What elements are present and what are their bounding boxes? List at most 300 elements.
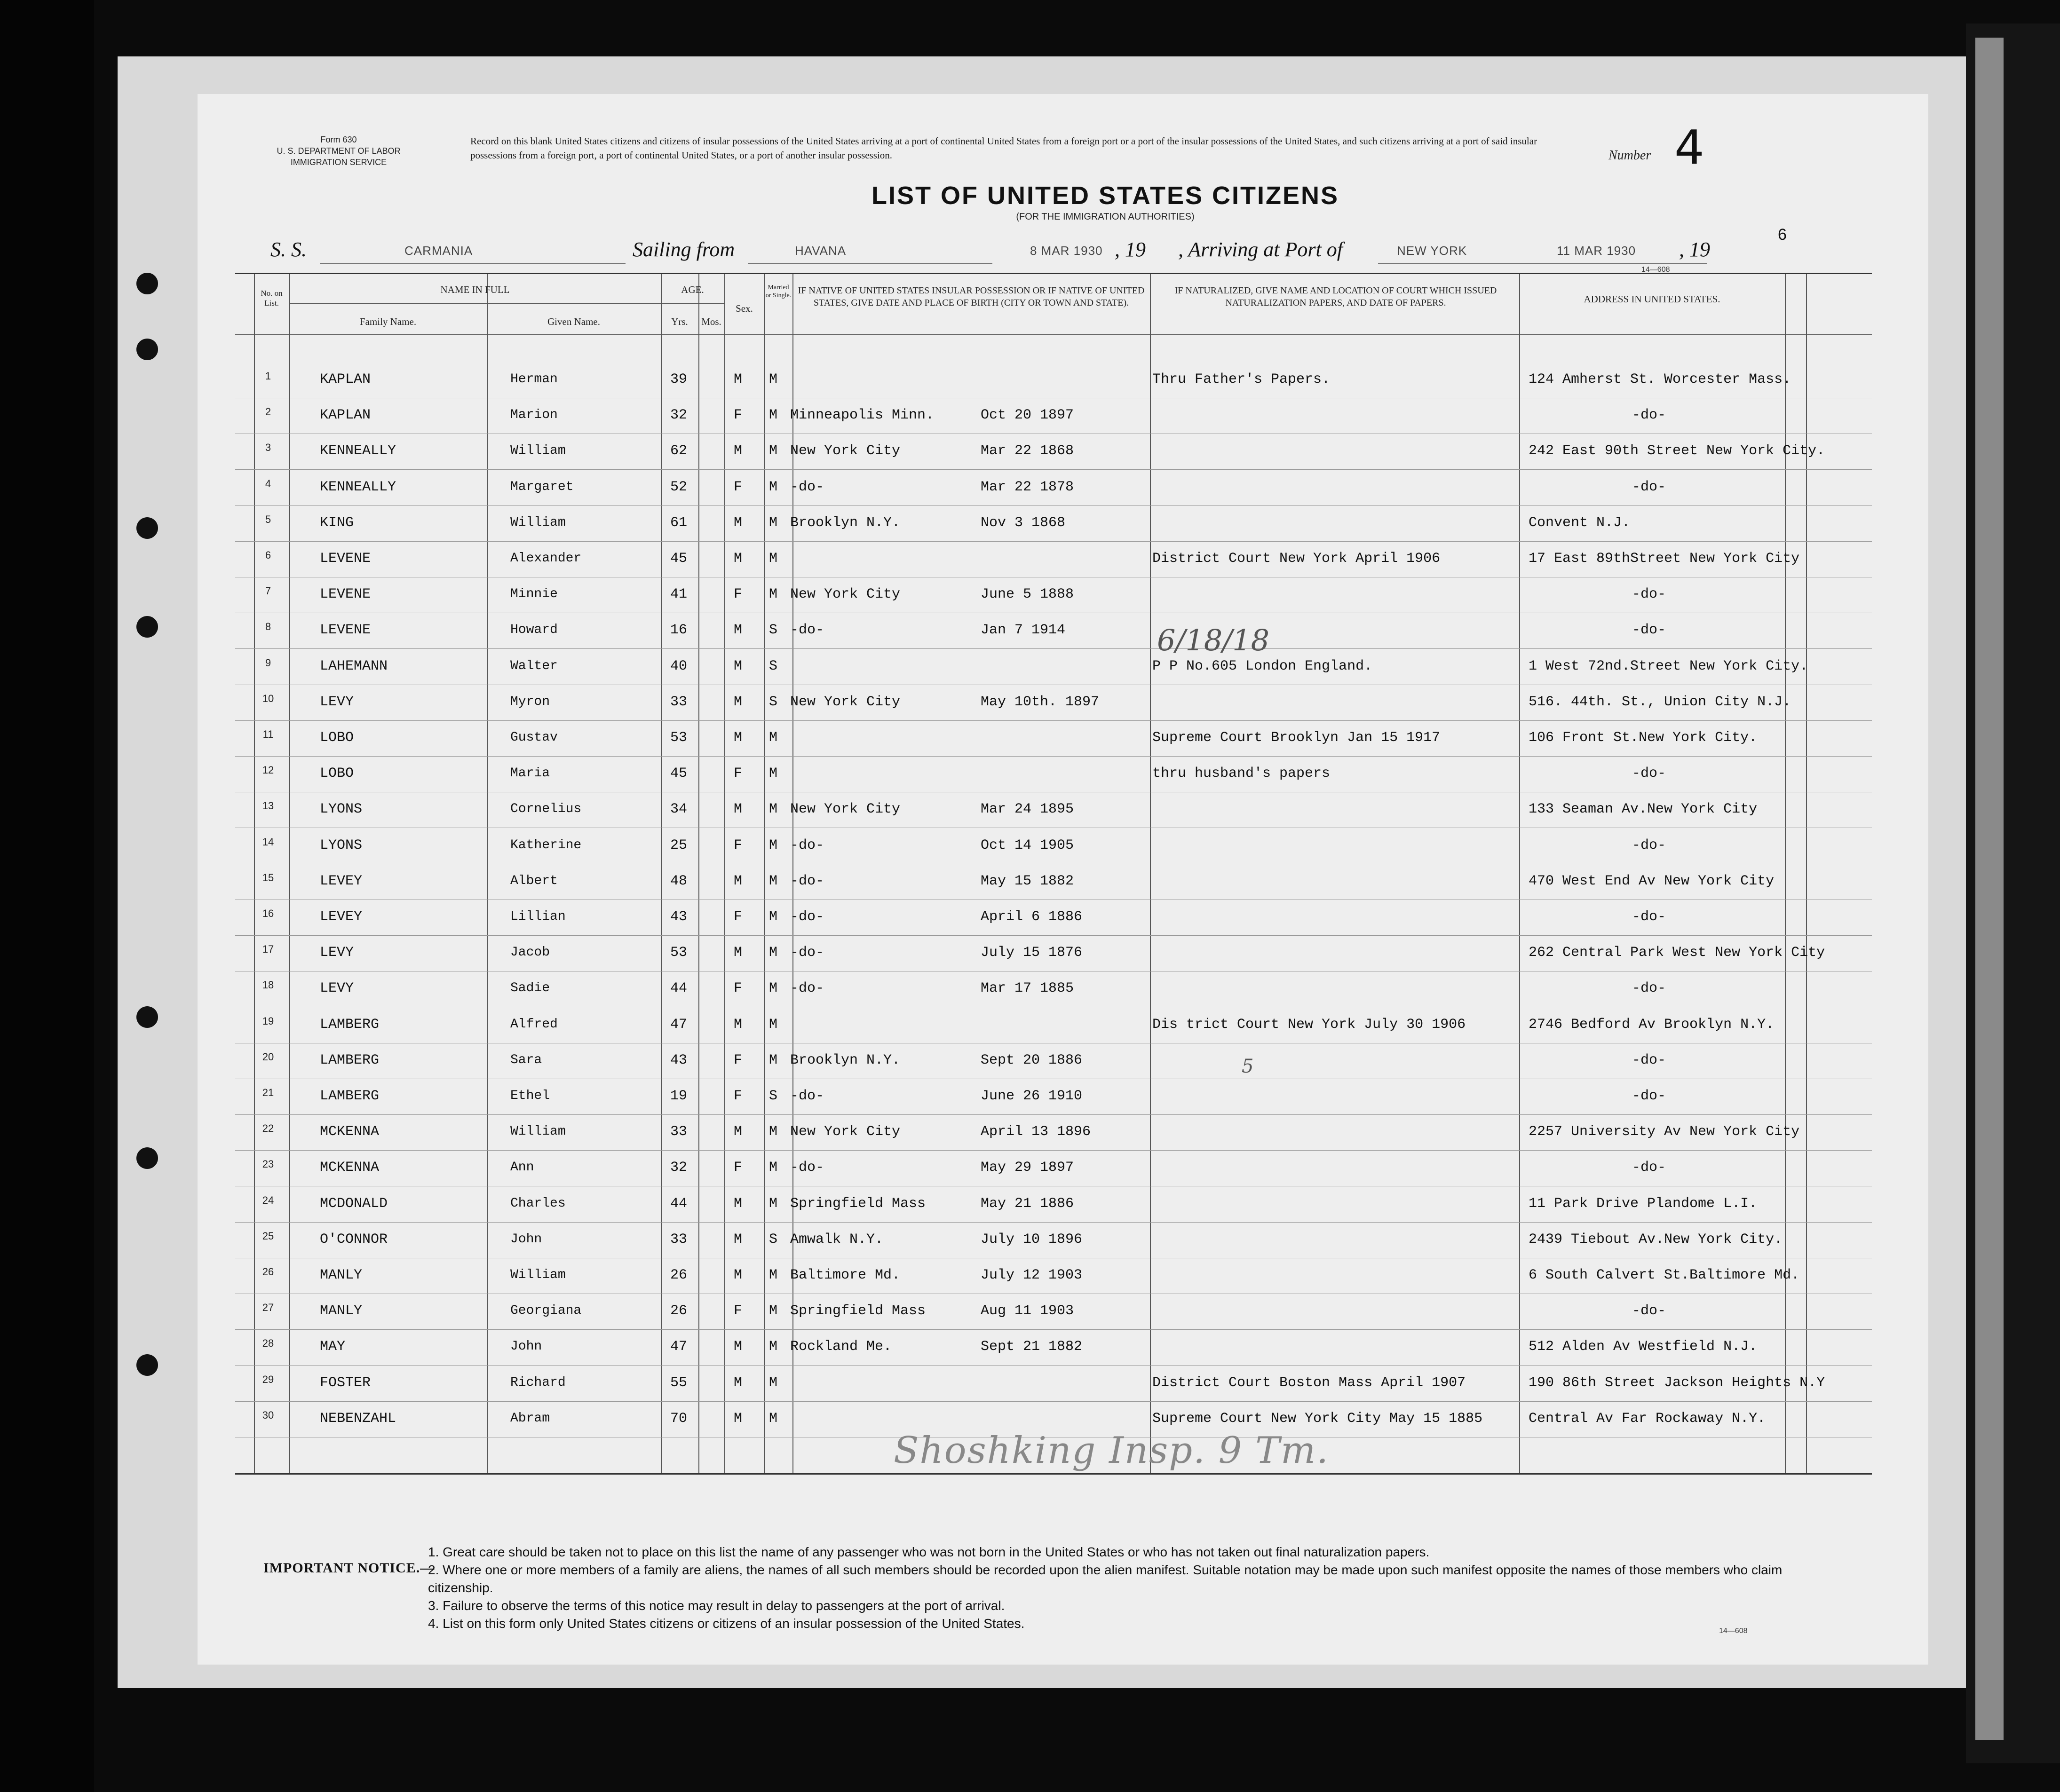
cell-ms: M (769, 1267, 778, 1283)
cell-age: 48 (670, 873, 688, 889)
cell-family: KING (320, 514, 354, 531)
row-rule (235, 1150, 1872, 1151)
cell-nat: Supreme Court Brooklyn Jan 15 1917 (1152, 730, 1441, 746)
cell-age: 55 (670, 1374, 688, 1391)
arrival-date: 11 MAR 1930 (1557, 244, 1636, 258)
cell-date: May 10th. 1897 (981, 694, 1100, 710)
cell-family: MANLY (320, 1267, 363, 1283)
arrival-underline (1378, 263, 1707, 264)
cell-place: -do- (790, 980, 824, 997)
cell-family: LEVEY (320, 909, 363, 925)
cell-age: 53 (670, 730, 688, 746)
cell-date: Aug 11 1903 (981, 1303, 1074, 1319)
instructions-text: Record on this blank United States citizens and citizens of insular possessions of the United States arriving at a port of continental United States from a foreign port or a port of the insular possessions of the United States, and such citizens arriving at a port of said insular possessions from a foreign port, a port of continental United States, or a port of another insular possession. (470, 135, 1537, 161)
cell-ms: M (769, 980, 778, 997)
punch-hole (136, 517, 158, 539)
cell-address: 11 Park Drive Plandome L.I. (1529, 1195, 1758, 1212)
cell-age: 40 (670, 658, 688, 674)
form-line: IMMIGRATION SERVICE (290, 158, 387, 167)
cell-age: 70 (670, 1410, 688, 1427)
cell-address: -do- (1632, 980, 1666, 997)
cell-age: 43 (670, 909, 688, 925)
cell-sex: F (734, 1160, 743, 1176)
cell-given: Myron (510, 694, 550, 709)
cell-place: New York City (790, 1124, 901, 1140)
cell-age: 33 (670, 1124, 688, 1140)
cell-ms: M (769, 1195, 778, 1212)
cell-sex: M (734, 945, 743, 961)
cell-given: Gustav (510, 730, 558, 745)
cell-age: 32 (670, 1160, 688, 1176)
form-line: Form 630 (320, 135, 357, 144)
cell-age: 61 (670, 514, 688, 531)
col-naturalized: IF NATURALIZED, GIVE NAME AND LOCATION OF COURT WHICH ISSUED NATURALIZATION PAPERS, AND DATE OF PAPERS. (1174, 285, 1497, 308)
cell-family: LYONS (320, 837, 363, 853)
cell-age: 25 (670, 837, 688, 853)
cell-no: 30 (262, 1409, 274, 1421)
cell-sex: F (734, 1303, 743, 1319)
cell-date: Oct 14 1905 (981, 837, 1074, 853)
cell-address: 512 Alden Av Westfield N.J. (1529, 1339, 1758, 1355)
cell-no: 7 (265, 585, 271, 597)
col-family-name: Family Name. (359, 316, 417, 327)
cell-age: 26 (670, 1303, 688, 1319)
punch-hole (136, 339, 158, 360)
punch-hole (136, 1006, 158, 1028)
cell-no: 10 (262, 692, 274, 704)
cell-given: Howard (510, 623, 558, 638)
cell-address: -do- (1632, 1160, 1666, 1176)
from-port: HAVANA (795, 244, 847, 258)
cell-family: LOBO (320, 766, 354, 782)
cell-family: KAPLAN (320, 371, 371, 387)
col-sex: Sex. (736, 303, 753, 314)
row-rule (235, 1401, 1872, 1402)
cell-given: Abram (510, 1411, 550, 1426)
cell-family: LEVY (320, 945, 354, 961)
cell-age: 53 (670, 945, 688, 961)
cell-sex: F (734, 407, 743, 424)
cell-sex: F (734, 766, 743, 782)
cell-address: -do- (1632, 1088, 1666, 1104)
cell-ms: M (769, 801, 778, 818)
cell-address: -do- (1632, 622, 1666, 639)
cell-place: Brooklyn N.Y. (790, 514, 901, 531)
cell-address: 2746 Bedford Av Brooklyn N.Y. (1529, 1016, 1775, 1033)
row-rule (235, 756, 1872, 757)
cell-nat: thru husband's papers (1152, 766, 1331, 782)
cell-age: 33 (670, 694, 688, 710)
cell-given: Sara (510, 1052, 542, 1067)
cell-address: 17 East 89thStreet New York City (1529, 551, 1800, 567)
cell-no: 1 (265, 370, 271, 382)
cell-ms: M (769, 766, 778, 782)
cell-ms: S (769, 1231, 778, 1247)
row-rule (235, 720, 1872, 721)
cell-family: MCKENNA (320, 1160, 380, 1176)
cell-no: 8 (265, 621, 271, 633)
notice-item: 4. List on this form only United States citizens or citizens of an insular possession of the United States. (428, 1616, 1025, 1631)
cell-no: 25 (262, 1230, 274, 1242)
cell-family: LEVY (320, 980, 354, 997)
cell-age: 39 (670, 371, 688, 387)
cell-date: April 13 1896 (981, 1124, 1091, 1140)
cell-nat: District Court Boston Mass April 1907 (1152, 1374, 1466, 1391)
cell-no: 6 (265, 549, 271, 561)
cell-given: Herman (510, 372, 558, 387)
row-rule (235, 541, 1872, 542)
cell-family: LEVENE (320, 551, 371, 567)
row-rule (235, 1329, 1872, 1330)
cell-date: May 21 1886 (981, 1195, 1074, 1212)
cell-age: 16 (670, 622, 688, 639)
cell-given: Jacob (510, 945, 550, 960)
cell-no: 3 (265, 442, 271, 454)
cell-no: 11 (262, 728, 274, 740)
cell-family: O'CONNOR (320, 1231, 388, 1247)
cell-given: Katherine (510, 837, 582, 853)
cell-place: -do- (790, 837, 824, 853)
notice-item: 1. Great care should be taken not to place on this list the name of any passenger who was not born in the United States or who has not taken out final naturalization papers. (428, 1545, 1430, 1559)
cell-ms: M (769, 586, 778, 603)
row-rule (235, 935, 1872, 936)
cell-sex: M (734, 1195, 743, 1212)
cell-no: 21 (262, 1087, 274, 1098)
year-label-1: , 19 (1115, 238, 1146, 261)
cell-date: June 5 1888 (981, 586, 1074, 603)
cell-sex: F (734, 980, 743, 997)
cell-family: LEVEY (320, 873, 363, 889)
cell-ms: M (769, 730, 778, 746)
cell-ms: M (769, 837, 778, 853)
row-rule (235, 505, 1872, 506)
cell-no: 19 (262, 1015, 274, 1027)
cell-sex: M (734, 1016, 743, 1033)
cell-place: Amwalk N.Y. (790, 1231, 884, 1247)
cell-family: MAY (320, 1339, 346, 1355)
cell-sex: M (734, 801, 743, 818)
cell-sex: M (734, 1124, 743, 1140)
cell-address: 2439 Tiebout Av.New York City. (1529, 1231, 1783, 1247)
from-underline (748, 263, 992, 264)
adjacent-page-edge (1975, 38, 2004, 1740)
cell-sex: M (734, 551, 743, 567)
notice-item: 2. Where one or more members of a family are aliens, the names of all such members should be recorded upon the alien manifest. Suitable notation may be made upon such manifest opposite the names of those members who claim citizenship. (428, 1563, 1783, 1595)
cell-no: 24 (262, 1194, 274, 1206)
cell-no: 16 (262, 908, 274, 919)
sailing-label: Sailing from (633, 238, 735, 261)
cell-sex: M (734, 1374, 743, 1391)
cell-given: Cornelius (510, 802, 582, 817)
cell-given: William (510, 443, 566, 458)
notice-item: 3. Failure to observe the terms of this notice may result in delay to passengers at the port of arrival. (428, 1598, 1005, 1613)
cell-no: 14 (262, 836, 274, 848)
cell-sex: M (734, 730, 743, 746)
row-rule (235, 1365, 1872, 1366)
cell-address: 1 West 72nd.Street New York City. (1529, 658, 1808, 674)
punch-hole (136, 1147, 158, 1169)
cell-age: 47 (670, 1339, 688, 1355)
cell-ms: S (769, 694, 778, 710)
notice-body (428, 1543, 1815, 1633)
cell-date: Nov 3 1868 (981, 514, 1066, 531)
cell-place: New York City (790, 801, 901, 818)
number-annotation: 5 (1242, 1056, 1254, 1077)
cell-age: 52 (670, 479, 688, 495)
cell-family: MCDONALD (320, 1195, 388, 1212)
cell-ms: M (769, 514, 778, 531)
cell-sex: F (734, 479, 743, 495)
cell-ms: M (769, 479, 778, 495)
cell-family: LAMBERG (320, 1052, 380, 1068)
cell-given: Ethel (510, 1089, 550, 1103)
cell-family: LEVENE (320, 586, 371, 603)
cell-no: 2 (265, 406, 271, 418)
cell-nat: District Court New York April 1906 (1152, 551, 1441, 567)
cell-ms: M (769, 551, 778, 567)
cell-given: Richard (510, 1375, 566, 1390)
cell-ms: M (769, 1124, 778, 1140)
col-yrs: Yrs. (671, 316, 688, 327)
cell-ms: M (769, 873, 778, 889)
arrival-port: NEW YORK (1397, 244, 1467, 258)
cell-given: John (510, 1232, 542, 1247)
cell-address: 106 Front St.New York City. (1529, 730, 1758, 746)
cell-place: Rockland Me. (790, 1339, 892, 1355)
cell-address: 516. 44th. St., Union City N.J. (1529, 694, 1791, 710)
corner-mark: 6 (1778, 226, 1787, 244)
cell-address: -do- (1632, 1303, 1666, 1319)
cell-ms: M (769, 1016, 778, 1033)
cell-address: 133 Seaman Av.New York City (1529, 801, 1758, 818)
cell-ms: M (769, 1339, 778, 1355)
cell-age: 32 (670, 407, 688, 424)
cell-address: Central Av Far Rockaway N.Y. (1529, 1410, 1766, 1427)
cell-family: LEVENE (320, 622, 371, 639)
cell-given: Ann (510, 1160, 534, 1175)
cell-ms: S (769, 658, 778, 674)
cell-sex: M (734, 443, 743, 459)
cell-sex: F (734, 909, 743, 925)
cell-ms: M (769, 371, 778, 387)
cell-sex: M (734, 514, 743, 531)
cell-age: 34 (670, 801, 688, 818)
cell-address: 242 East 90th Street New York City. (1529, 443, 1825, 459)
cell-sex: M (734, 658, 743, 674)
cell-ms: S (769, 1088, 778, 1104)
cell-date: Mar 22 1868 (981, 443, 1074, 459)
cell-address: -do- (1632, 407, 1666, 424)
cell-age: 26 (670, 1267, 688, 1283)
cell-age: 44 (670, 980, 688, 997)
row-rule (235, 1222, 1872, 1223)
cell-no: 17 (262, 943, 274, 955)
row-rule (235, 648, 1872, 649)
cell-age: 45 (670, 766, 688, 782)
cell-ms: M (769, 1052, 778, 1068)
cell-given: Maria (510, 766, 550, 781)
cell-no: 18 (262, 979, 274, 991)
cell-address: -do- (1632, 1052, 1666, 1068)
cell-date: April 6 1886 (981, 909, 1083, 925)
cell-date: Sept 21 1882 (981, 1339, 1083, 1355)
cell-sex: M (734, 371, 743, 387)
col-age: AGE. (681, 284, 704, 295)
cell-no: 22 (262, 1122, 274, 1135)
cell-address: -do- (1632, 909, 1666, 925)
cell-given: Walter (510, 658, 558, 673)
cell-age: 33 (670, 1231, 688, 1247)
cell-given: Lillian (510, 909, 566, 924)
col-mos: Mos. (701, 316, 721, 327)
cell-age: 62 (670, 443, 688, 459)
cell-no: 26 (262, 1266, 274, 1278)
cell-place: New York City (790, 586, 901, 603)
cell-family: MCKENNA (320, 1124, 380, 1140)
cell-place: Baltimore Md. (790, 1267, 901, 1283)
cell-ms: M (769, 945, 778, 961)
year-label-2: , 19 (1679, 238, 1710, 261)
cell-given: William (510, 1268, 566, 1282)
cell-family: KENNEALLY (320, 479, 396, 495)
cell-given: John (510, 1339, 542, 1354)
form-code-top: 14—608 (1641, 266, 1670, 274)
cell-given: Minnie (510, 587, 558, 602)
cell-address: -do- (1632, 837, 1666, 853)
cell-place: Brooklyn N.Y. (790, 1052, 901, 1068)
cell-given: William (510, 1124, 566, 1139)
cell-place: -do- (790, 945, 824, 961)
cell-place: -do- (790, 909, 824, 925)
cell-date: May 15 1882 (981, 873, 1074, 889)
cell-no: 28 (262, 1337, 274, 1350)
ship-name: CARMANIA (404, 244, 473, 258)
cell-address: -do- (1632, 479, 1666, 495)
cell-date: Mar 22 1878 (981, 479, 1074, 495)
cell-given: Sadie (510, 981, 550, 996)
cell-ms: M (769, 443, 778, 459)
cell-family: FOSTER (320, 1374, 371, 1391)
cell-no: 9 (265, 656, 271, 669)
cell-ms: M (769, 1303, 778, 1319)
cell-given: Georgiana (510, 1303, 582, 1318)
col-name-in-full: NAME IN FULL (440, 284, 510, 295)
cell-family: MANLY (320, 1303, 363, 1319)
cell-sex: M (734, 1410, 743, 1427)
cell-address: 470 West End Av New York City (1529, 873, 1775, 889)
col-birth: IF NATIVE OF UNITED STATES INSULAR POSSESSION OR IF NATIVE OF UNITED STATES, GIVE DATE AND PLACE OF BIRTH (CITY OR TOWN AND STATE). (798, 285, 1145, 308)
form-line: U. S. DEPARTMENT OF LABOR (277, 146, 401, 156)
cell-age: 43 (670, 1052, 688, 1068)
cell-place: -do- (790, 1088, 824, 1104)
cell-nat: P P No.605 London England. (1152, 658, 1373, 674)
notice-label: IMPORTANT NOTICE.— (263, 1560, 435, 1576)
col-given-name: Given Name. (547, 316, 600, 327)
cell-family: LEVY (320, 694, 354, 710)
cell-given: Alfred (510, 1017, 558, 1032)
cell-given: William (510, 515, 566, 530)
cell-ms: M (769, 1160, 778, 1176)
punch-hole (136, 273, 158, 294)
col-address: ADDRESS IN UNITED STATES. (1584, 293, 1720, 305)
cell-age: 45 (670, 551, 688, 567)
cell-no: 20 (262, 1050, 274, 1063)
punch-hole (136, 616, 158, 638)
cell-nat: Thru Father's Papers. (1152, 371, 1331, 387)
ship-underline (320, 263, 626, 264)
form-number-block (245, 134, 433, 168)
cell-sex: M (734, 1267, 743, 1283)
cell-address: 190 86th Street Jackson Heights N.Y (1529, 1374, 1825, 1391)
cell-address: -do- (1632, 766, 1666, 782)
cell-sex: M (734, 873, 743, 889)
cell-no: 5 (265, 513, 271, 525)
cell-family: NEBENZAHL (320, 1410, 396, 1427)
cell-given: Alexander (510, 551, 582, 566)
cell-date: Mar 24 1895 (981, 801, 1074, 818)
cell-address: 2257 University Av New York City (1529, 1124, 1800, 1140)
sail-date: 8 MAR 1930 (1030, 244, 1103, 258)
cell-place: Minneapolis Minn. (790, 407, 935, 424)
row-rule (235, 1114, 1872, 1115)
cell-given: Charles (510, 1196, 566, 1211)
cell-place: New York City (790, 694, 901, 710)
page-subtitle: (FOR THE IMMIGRATION AUTHORITIES) (1016, 212, 1195, 222)
cell-age: 47 (670, 1016, 688, 1033)
cell-date: July 15 1876 (981, 945, 1083, 961)
inspector-signature: Shoshking Insp. 9 Tm. (894, 1429, 1329, 1472)
cell-no: 13 (262, 800, 274, 812)
punch-hole (136, 1354, 158, 1376)
cell-no: 29 (262, 1373, 274, 1385)
cell-sex: F (734, 586, 743, 603)
cell-family: LAMBERG (320, 1088, 380, 1104)
cell-family: KENNEALLY (320, 443, 396, 459)
number-value: 4 (1674, 120, 1704, 175)
number-label: Number (1608, 148, 1651, 163)
cell-address: Convent N.J. (1529, 514, 1631, 531)
cell-place: New York City (790, 443, 901, 459)
cell-address: 6 South Calvert St.Baltimore Md. (1529, 1267, 1800, 1283)
cell-no: 27 (262, 1302, 274, 1314)
cell-no: 23 (262, 1158, 274, 1170)
cell-ms: M (769, 909, 778, 925)
cell-sex: F (734, 837, 743, 853)
cell-no: 15 (262, 871, 274, 884)
cell-family: LOBO (320, 730, 354, 746)
cell-address: 124 Amherst St. Worcester Mass. (1529, 371, 1791, 387)
cell-date: June 26 1910 (981, 1088, 1083, 1104)
col-married-single: Married or Single. (765, 284, 792, 299)
cell-family: KAPLAN (320, 407, 371, 424)
form-code: 14—608 (1719, 1627, 1748, 1635)
cell-no: 12 (262, 764, 274, 776)
cell-given: Albert (510, 873, 558, 888)
cell-ms: M (769, 1410, 778, 1427)
cell-date: May 29 1897 (981, 1160, 1074, 1176)
cell-date: Oct 20 1897 (981, 407, 1074, 424)
cell-nat: Dis trict Court New York July 30 1906 (1152, 1016, 1466, 1033)
cell-place: Springfield Mass (790, 1195, 926, 1212)
cell-age: 41 (670, 586, 688, 603)
cell-date: July 10 1896 (981, 1231, 1083, 1247)
cell-sex: F (734, 1088, 743, 1104)
cell-place: Springfield Mass (790, 1303, 926, 1319)
cell-address: 262 Central Park West New York City (1529, 945, 1825, 961)
film-border-left (0, 0, 94, 1792)
cell-place: -do- (790, 1160, 824, 1176)
cell-family: LYONS (320, 801, 363, 818)
